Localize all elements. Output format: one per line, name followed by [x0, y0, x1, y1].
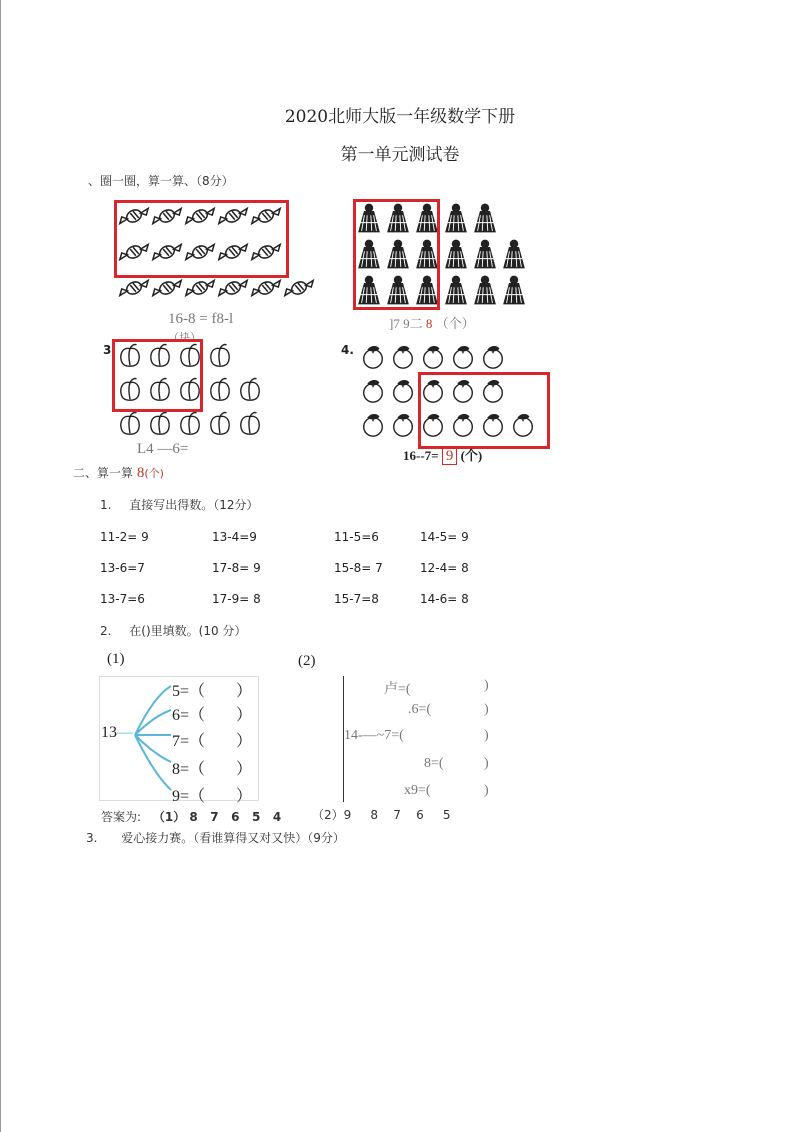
equation-cell: 13-7=6	[100, 592, 145, 606]
equation-cell: 11-2= 9	[100, 530, 149, 544]
q2-part2-label: (2)	[298, 653, 316, 669]
shuttlecock-icon	[444, 273, 468, 307]
p4-equation-left: 16--7=	[403, 448, 439, 463]
shuttlecock-icon	[473, 201, 497, 235]
tree-item: 9=（	[172, 788, 206, 805]
p2-equation	[389, 313, 475, 332]
apple-icon	[360, 411, 386, 439]
page-subtitle: 第一单元测试卷	[340, 145, 460, 165]
p2-equation-left: ]7 9二	[389, 316, 423, 331]
q2-answer2: （2）9 8 7 6 5	[312, 808, 451, 822]
candy-icon	[282, 277, 316, 299]
q1-label: 1.	[100, 498, 112, 512]
q2-answers	[101, 808, 281, 825]
apple-icon	[450, 343, 476, 371]
p1-equation	[168, 311, 233, 328]
peach-icon	[237, 410, 263, 438]
equation-cell: 12-4= 8	[420, 561, 469, 575]
q3-label: 3.	[86, 831, 98, 845]
apple-icon	[360, 343, 386, 371]
page-title: 2020北师大版一年级数学下册	[284, 107, 516, 127]
page-edge	[0, 0, 1, 1132]
tree-item-close: ）	[236, 733, 253, 750]
tree-item: 7=（	[172, 733, 206, 750]
p3-equation: L4 —6=	[137, 441, 189, 457]
blank-item-close: )	[484, 756, 489, 771]
p4-answer: 9	[442, 447, 458, 465]
peach-icon	[177, 410, 203, 438]
equation-cell: 15-7=8	[334, 592, 379, 606]
blank-item-close: )	[484, 783, 489, 798]
q2-part1-root: 13—	[101, 724, 133, 741]
branch-line	[135, 735, 171, 790]
apple-icon	[480, 343, 506, 371]
shuttlecock-icon	[444, 237, 468, 271]
branch-line	[135, 735, 171, 762]
peach-icon	[207, 342, 233, 370]
apple-icon	[420, 343, 446, 371]
tree-item-close: ）	[236, 788, 253, 805]
tree-item-close: ）	[236, 683, 253, 700]
shuttlecock-icon	[502, 237, 526, 271]
q2-answer-label: 答案为:	[101, 810, 142, 824]
section2-heading-answer: 8	[136, 465, 145, 481]
q2-text: 在()里填数。(10 分）	[129, 624, 247, 638]
p2-unit: （个）	[435, 316, 475, 331]
equation-cell: 15-8= 7	[334, 561, 383, 575]
p1-equation-text: 16-8 = f8-l	[168, 311, 234, 327]
apple-icon	[390, 343, 416, 371]
shuttlecock-icon	[502, 273, 526, 307]
equation-cell: 13-4=9	[212, 530, 257, 544]
branch-line	[135, 686, 171, 735]
peach-icon	[207, 410, 233, 438]
apple-icon	[390, 411, 416, 439]
section2-heading	[73, 464, 164, 482]
shuttlecock-icon	[444, 201, 468, 235]
candy-icon	[216, 277, 250, 299]
equation-cell: 17-8= 9	[212, 561, 261, 575]
peach-circle-box	[112, 339, 203, 412]
p3-number: 3.	[103, 343, 116, 357]
q2-part1-root-number: 13	[101, 724, 117, 741]
peach-icon	[117, 410, 143, 438]
equation-cell: 13-6=7	[100, 561, 145, 575]
q1-heading	[100, 496, 259, 513]
q2-answer1: （1） 8 7 6 5 4	[152, 810, 282, 824]
q3-heading	[86, 829, 345, 846]
q2-heading	[100, 622, 246, 639]
peach-icon	[147, 410, 173, 438]
peach-icon	[237, 376, 263, 404]
blank-item-close: )	[484, 678, 489, 693]
p1-unit: （块）	[168, 331, 201, 344]
apple-icon	[360, 377, 386, 405]
blank-item: 8=(	[424, 756, 444, 771]
apple-circle-box	[418, 372, 550, 449]
candy-icon	[117, 277, 151, 299]
candy-icon	[183, 277, 217, 299]
candy-icon	[249, 277, 283, 299]
p4-equation	[403, 445, 482, 465]
q1-text: 直接写出得数。（12分）	[129, 498, 259, 512]
apple-icon	[390, 377, 416, 405]
shuttlecock-icon	[473, 273, 497, 307]
p4-unit: (个)	[460, 448, 483, 463]
equation-cell: 14-6= 8	[420, 592, 469, 606]
section2-heading-text: 二、算一算	[73, 466, 134, 480]
q3-text: 爱心接力赛。（看谁算得又对又快）（9分）	[121, 831, 345, 845]
equation-cell: 11-5=6	[334, 530, 379, 544]
section2-heading-unit: (个)	[144, 467, 164, 480]
blank-item: .6=(	[408, 702, 432, 717]
tree-item: 6=（	[172, 707, 206, 724]
tree-item-close: ）	[236, 707, 253, 724]
blank-item: 14-—~7=(	[344, 728, 404, 743]
blank-item-close: )	[484, 702, 489, 717]
q2-label: 2.	[100, 624, 112, 638]
blank-item-close: )	[484, 728, 489, 743]
blank-item: x9=(	[404, 783, 431, 798]
shuttlecock-icon	[473, 237, 497, 271]
shuttlecock-circle-box	[353, 199, 440, 310]
p4-number: 4.	[341, 343, 354, 357]
p2-answer: 8	[425, 316, 433, 331]
blank-item: 卢=(	[384, 682, 411, 697]
equation-cell: 17-9= 8	[212, 592, 261, 606]
candy-circle-box	[114, 200, 289, 278]
section1-heading: 、圈一圈，算一算、（8分）	[88, 174, 234, 188]
tree-item: 8=（	[172, 761, 206, 778]
tree-item-close: ）	[236, 761, 253, 778]
peach-icon	[207, 376, 233, 404]
tree-item: 5=（	[172, 683, 206, 700]
q2-part1-label: (1)	[107, 651, 125, 667]
equation-cell: 14-5= 9	[420, 530, 469, 544]
candy-icon	[150, 277, 184, 299]
